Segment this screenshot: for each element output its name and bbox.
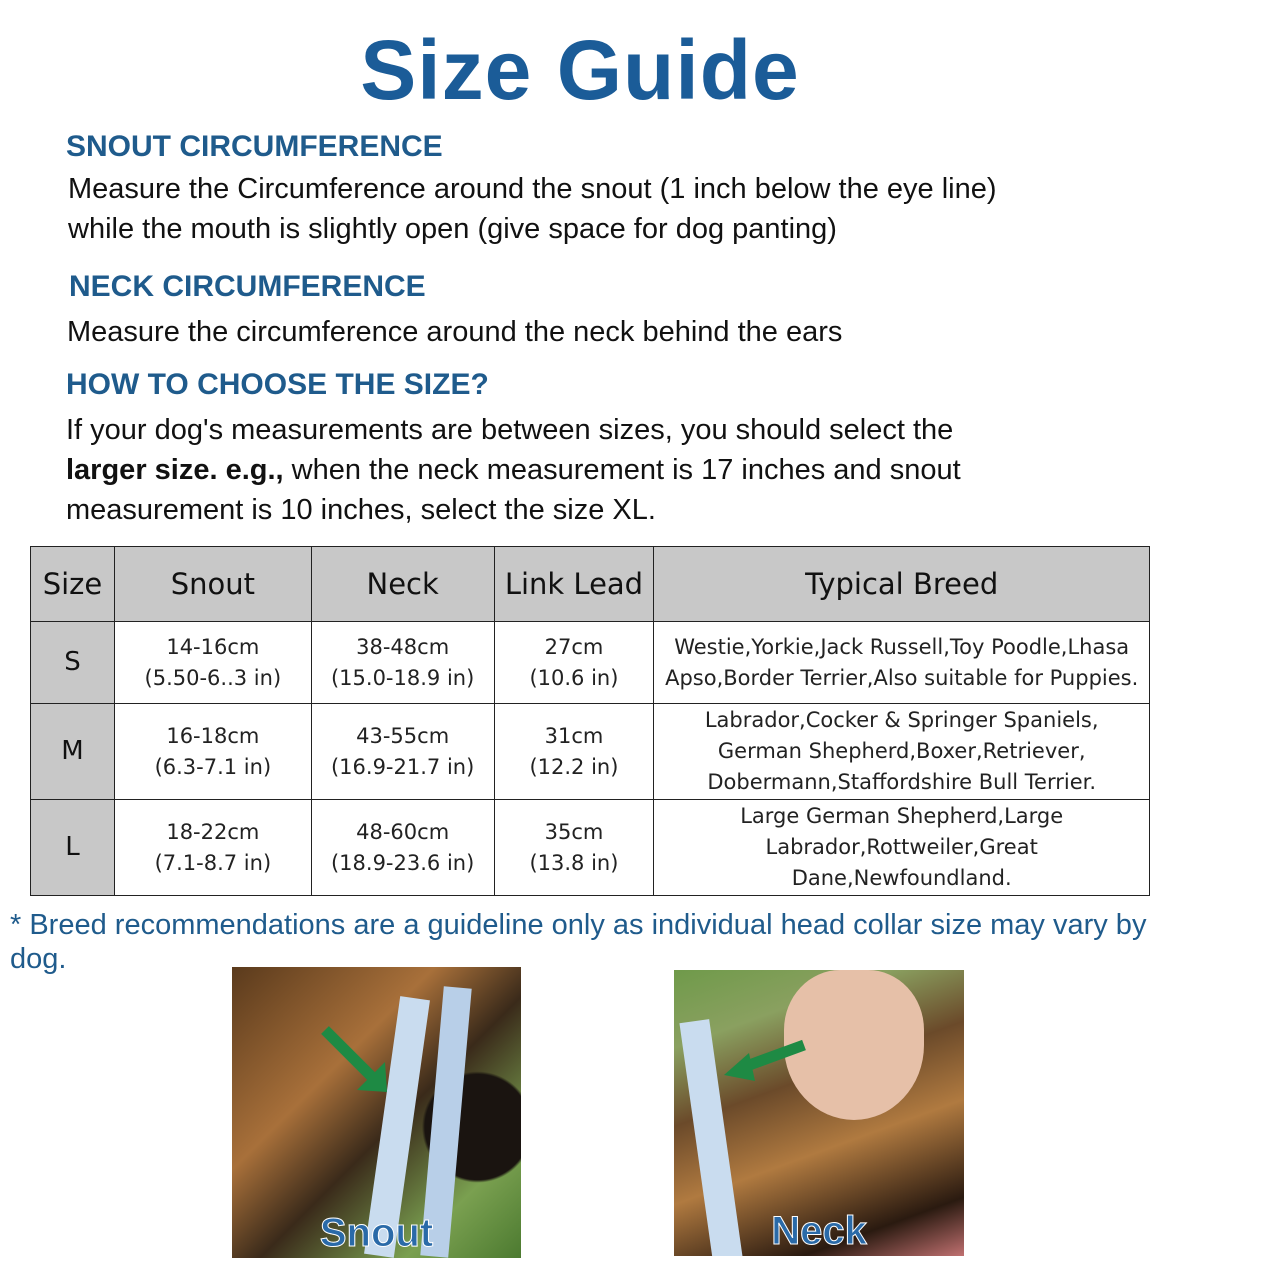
inches: (18.9-23.6 in): [330, 850, 475, 875]
inches: (15.0-18.9 in): [330, 665, 475, 690]
header-typical-breed: Typical Breed: [654, 547, 1150, 622]
size-cell: M: [31, 704, 115, 800]
inches: (13.8 in): [529, 850, 619, 875]
text-line: If your dog's measurements are between sizes, you should select the: [66, 414, 954, 446]
inches: (5.50-6..3 in): [144, 665, 282, 690]
header-size: Size: [31, 547, 115, 622]
cm: 27cm: [544, 634, 604, 659]
photo-label: Neck: [771, 1209, 867, 1253]
table-header-row: [31, 547, 1150, 622]
choose-size-heading: HOW TO CHOOSE THE SIZE?: [66, 368, 489, 401]
text: when the neck measurement is 17 inches and snout: [283, 454, 961, 486]
breed-line: Labrador,Cocker & Springer Spaniels,: [704, 708, 1099, 732]
neck-heading: NECK CIRCUMFERENCE: [69, 270, 426, 303]
breed-cell: [654, 800, 1150, 896]
breed-cell: [654, 622, 1150, 704]
snout-instructions: [68, 169, 997, 249]
choose-size-instructions: [66, 410, 961, 530]
photo-label: Snout: [319, 1211, 434, 1255]
table-row: [31, 800, 1150, 896]
breed-line: Labrador,Rottweiler,Great Dane,Newfoundland.: [765, 835, 1038, 890]
cm: 18-22cm: [166, 819, 260, 844]
bold-text: larger size. e.g.,: [66, 454, 284, 486]
cm: 14-16cm: [166, 634, 260, 659]
text-line: measurement is 10 inches, select the size XL.: [66, 494, 656, 526]
neck-cell: [311, 622, 494, 704]
snout-cell: [114, 704, 311, 800]
breed-line: Dobermann,Staffordshire Bull Terrier.: [707, 770, 1096, 794]
breed-line: Large German Shepherd,Large: [740, 804, 1064, 828]
arrow-icon: [317, 1022, 397, 1102]
arrow-icon: [719, 1035, 809, 1085]
cm: 48-60cm: [356, 819, 450, 844]
cm: 31cm: [544, 723, 604, 748]
cm: 16-18cm: [166, 723, 260, 748]
breed-line: Westie,Yorkie,Jack Russell,Toy Poodle,Lhasa: [674, 634, 1130, 659]
lead-cell: [494, 704, 654, 800]
neck-instructions: Measure the circumference around the neck behind the ears: [67, 316, 843, 348]
size-cell: S: [31, 622, 115, 704]
inches: (16.9-21.7 in): [330, 754, 475, 779]
snout-measure-photo: [232, 967, 521, 1258]
neck-measure-photo: [674, 970, 964, 1256]
snout-cell: [114, 800, 311, 896]
lead-cell: [494, 800, 654, 896]
header-snout: Snout: [114, 547, 311, 622]
inches: (12.2 in): [529, 754, 619, 779]
breed-cell: [654, 704, 1150, 800]
snout-heading: SNOUT CIRCUMFERENCE: [66, 130, 443, 163]
text-line: Measure the Circumference around the snout (1 inch below the eye line): [68, 173, 997, 205]
inches: (10.6 in): [529, 665, 619, 690]
header-neck: Neck: [311, 547, 494, 622]
cm: 43-55cm: [356, 723, 450, 748]
inches: (7.1-8.7 in): [154, 850, 272, 875]
table-row: [31, 704, 1150, 800]
inches: (6.3-7.1 in): [154, 754, 272, 779]
header-link-lead: Link Lead: [494, 547, 654, 622]
size-table: [30, 546, 1150, 896]
text-line: [66, 450, 961, 490]
cm: 38-48cm: [356, 634, 450, 659]
lead-cell: [494, 622, 654, 704]
size-cell: L: [31, 800, 115, 896]
page-title: Size Guide: [360, 23, 800, 117]
breed-line: Apso,Border Terrier,Also suitable for Puppies.: [665, 665, 1139, 690]
breed-line: German Shepherd,Boxer,Retriever,: [717, 739, 1086, 763]
breed-disclaimer: * Breed recommendations are a guideline only as individual head collar size may vary by dog.: [10, 909, 1147, 975]
text-line: while the mouth is slightly open (give space for dog panting): [68, 213, 837, 245]
cm: 35cm: [544, 819, 604, 844]
table-row: [31, 622, 1150, 704]
neck-cell: [311, 800, 494, 896]
neck-cell: [311, 704, 494, 800]
snout-cell: [114, 622, 311, 704]
